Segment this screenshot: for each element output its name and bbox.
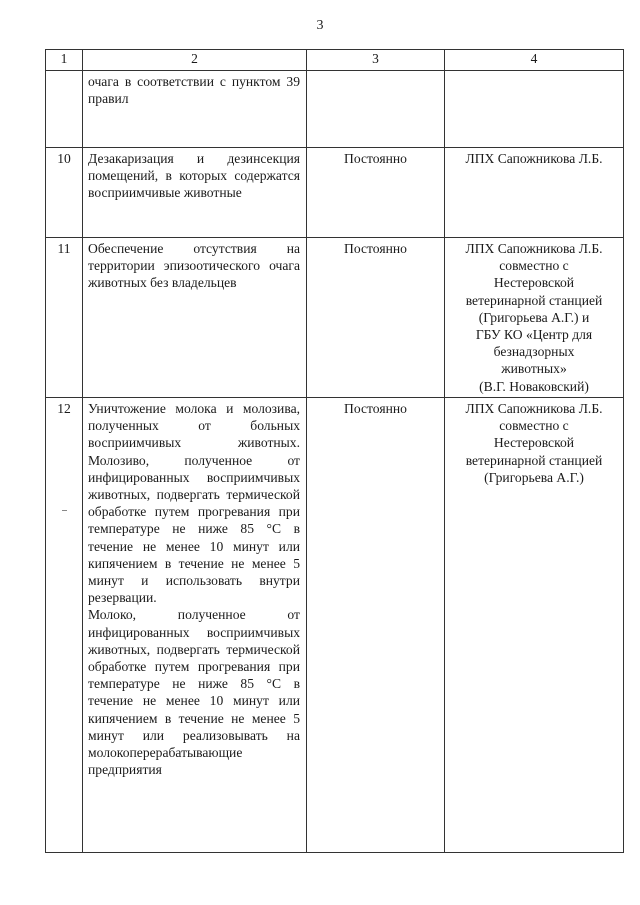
measure-period <box>307 71 445 148</box>
column-header-3: 3 <box>307 50 445 71</box>
row-number: 11 <box>46 238 83 398</box>
responsible-party <box>445 238 624 398</box>
measure-period: Постоянно <box>307 238 445 398</box>
measure-description <box>83 398 307 853</box>
row-number <box>46 71 83 148</box>
responsible-line: безнадзорных <box>493 344 575 360</box>
responsible-line: (В.Г. Новаковский) <box>479 378 589 394</box>
measure-period: Постоянно <box>307 398 445 853</box>
column-header-1: 1 <box>46 50 83 71</box>
description-paragraph: Дезакаризация и дезинсекция помещений, в которых содержатся восприимчивые животные <box>88 151 300 201</box>
column-header-4: 4 <box>445 50 624 71</box>
responsible-line: Нестеровской <box>493 435 575 451</box>
table-header-row <box>46 50 624 71</box>
row-number: 10 <box>46 148 83 238</box>
responsible-line: (Григорьева А.Г.) <box>484 469 584 485</box>
responsible-party <box>445 148 624 238</box>
table-row <box>46 71 624 148</box>
responsible-line: ветеринарной станцией <box>465 292 603 308</box>
table-row <box>46 238 624 398</box>
description-paragraph: очага в соответствии с пунктом 39 правил <box>88 74 300 107</box>
description-paragraph: Уничтожение молока и молозива, полученных от больных восприимчивых животных. Молозиво, полученное от инфицированных восприимчивых животных, подвергать термической обработке путем прогревания при температуре не ниже 85 °С в течение не менее 10 минут или кипячением в течение не менее 5 минут и использовать внутри резервации. <box>88 401 300 606</box>
measure-description <box>83 71 307 148</box>
responsible-line: Нестеровской <box>493 275 575 291</box>
responsible-line: ГБУ КО «Центр для <box>475 327 593 343</box>
description-paragraph: Молоко, полученное от инфицированных восприимчивых животных, подвергать термической обработке путем прогревания при температуре не ниже 85 °С в течение не менее 10 минут или кипячением в течение не менее 5 минут или реализовывать на молокоперерабатывающие предприятия <box>88 607 300 778</box>
responsible-line: ЛПХ Сапожникова Л.Б. <box>465 151 603 166</box>
responsible-line: совместно с <box>499 418 569 434</box>
scan-speck <box>62 510 67 511</box>
table-row <box>46 398 624 853</box>
row-number: 12 <box>46 398 83 853</box>
responsible-party <box>445 71 624 148</box>
description-paragraph: Обеспечение отсутствия на территории эпизоотического очага животных без владельцев <box>88 241 300 291</box>
responsible-line: ветеринарной станцией <box>465 452 603 468</box>
responsible-party <box>445 398 624 853</box>
measure-period: Постоянно <box>307 148 445 238</box>
table-row <box>46 148 624 238</box>
responsible-line: ЛПХ Сапожникова Л.Б. <box>465 241 603 256</box>
page-number: 3 <box>316 18 324 33</box>
column-header-2: 2 <box>83 50 307 71</box>
responsible-line: совместно с <box>499 258 569 274</box>
measures-table <box>45 49 624 853</box>
measure-description <box>83 238 307 398</box>
responsible-line: животных» <box>501 361 567 377</box>
responsible-line: (Григорьева А.Г.) и <box>478 309 590 325</box>
measure-description <box>83 148 307 238</box>
responsible-line: ЛПХ Сапожникова Л.Б. <box>465 401 603 416</box>
